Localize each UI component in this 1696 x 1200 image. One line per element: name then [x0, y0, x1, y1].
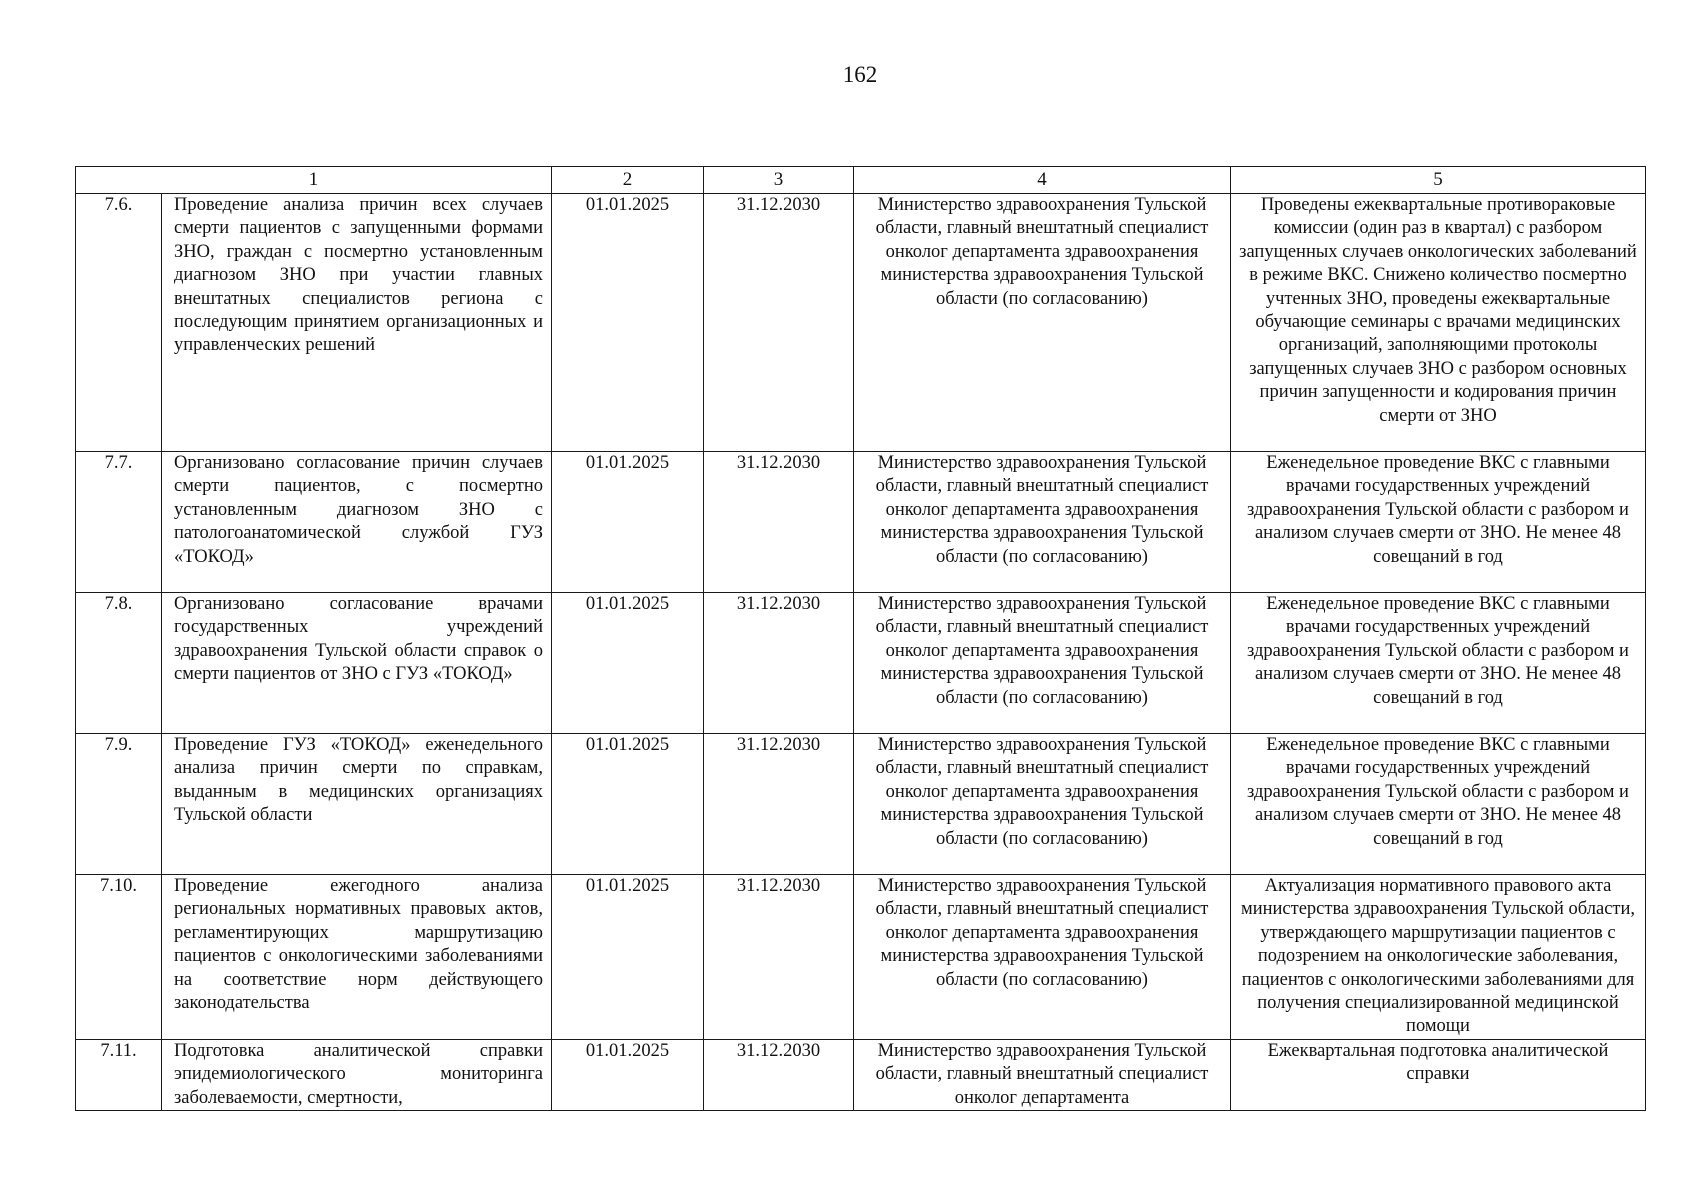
expected-result: Еженедельное проведение ВКС с главными врачами государственных учреждений здравоохранения Тульской области с разбором и анализом случаев смерти от ЗНО. Не менее 48 совещаний в год — [1231, 593, 1646, 734]
start-date: 01.01.2025 — [552, 452, 704, 593]
measure-description: Подготовка аналитической справки эпидемиологического мониторинга заболеваемости, смертности, — [162, 1040, 552, 1111]
header-row — [76, 167, 1646, 194]
row-number: 7.8. — [76, 593, 162, 734]
row-number: 7.6. — [76, 194, 162, 452]
row-number: 7.10. — [76, 875, 162, 1040]
expected-result: Актуализация нормативного правового акта министерства здравоохранения Тульской области, утверждающего маршрутизации пациентов с подозрением на онкологические заболевания, пациентов с онкологическими заболеваниями для получения специализированной медицинской помощи — [1231, 875, 1646, 1040]
end-date: 31.12.2030 — [704, 593, 854, 734]
end-date: 31.12.2030 — [704, 734, 854, 875]
column-header-2: 2 — [552, 167, 704, 194]
table-row — [76, 593, 1646, 734]
start-date: 01.01.2025 — [552, 875, 704, 1040]
column-header-4: 4 — [854, 167, 1231, 194]
start-date: 01.01.2025 — [552, 593, 704, 734]
measure-description: Проведение анализа причин всех случаев смерти пациентов с запущенными формами ЗНО, граждан с посмертно установленным диагнозом ЗНО при участии главных внештатных специалистов региона с последующим принятием организационных и управленческих решений — [162, 194, 552, 452]
start-date: 01.01.2025 — [552, 194, 704, 452]
table-row — [76, 1040, 1646, 1111]
responsible-party: Министерство здравоохранения Тульской области, главный внештатный специалист онколог департамента здравоохранения министерства здравоохранения Тульской области (по согласованию) — [854, 734, 1231, 875]
measure-description: Проведение ежегодного анализа региональных нормативных правовых актов, регламентирующих маршрутизацию пациентов с онкологическими заболеваниями на соответствие норм действующего законодательства — [162, 875, 552, 1040]
measure-description: Организовано согласование причин случаев смерти пациентов, с посмертно установленным диагнозом ЗНО с патологоанатомической службой ГУЗ «ТОКОД» — [162, 452, 552, 593]
expected-result: Еженедельное проведение ВКС с главными врачами государственных учреждений здравоохранения Тульской области с разбором и анализом случаев смерти от ЗНО. Не менее 48 совещаний в год — [1231, 452, 1646, 593]
plan-table — [75, 166, 1646, 1111]
row-number: 7.11. — [76, 1040, 162, 1111]
start-date: 01.01.2025 — [552, 1040, 704, 1111]
responsible-party: Министерство здравоохранения Тульской области, главный внештатный специалист онколог департамента здравоохранения министерства здравоохранения Тульской области (по согласованию) — [854, 452, 1231, 593]
page-number: 162 — [842, 62, 878, 87]
expected-result: Еженедельное проведение ВКС с главными врачами государственных учреждений здравоохранения Тульской области с разбором и анализом случаев смерти от ЗНО. Не менее 48 совещаний в год — [1231, 734, 1646, 875]
measure-description: Проведение ГУЗ «ТОКОД» еженедельного анализа причин смерти по справкам, выданным в медицинских организациях Тульской области — [162, 734, 552, 875]
column-header-1: 1 — [76, 167, 552, 194]
responsible-party: Министерство здравоохранения Тульской области, главный внештатный специалист онколог департамента здравоохранения министерства здравоохранения Тульской области (по согласованию) — [854, 875, 1231, 1040]
column-header-3: 3 — [704, 167, 854, 194]
end-date: 31.12.2030 — [704, 875, 854, 1040]
table-row — [76, 875, 1646, 1040]
responsible-party: Министерство здравоохранения Тульской области, главный внештатный специалист онколог департамента здравоохранения министерства здравоохранения Тульской области (по согласованию) — [854, 194, 1231, 452]
expected-result: Проведены ежеквартальные противораковые комиссии (один раз в квартал) с разбором запущенных случаев онкологических заболеваний в режиме ВКС. Снижено количество посмертно учтенных ЗНО, проведены ежеквартальные обучающие семинары с врачами медицинских организаций, заполняющими протоколы запущенных случаев ЗНО с разбором основных причин запущенности и кодирования причин смерти от ЗНО — [1231, 194, 1646, 452]
expected-result: Ежеквартальная подготовка аналитической справки — [1231, 1040, 1646, 1111]
column-header-5: 5 — [1231, 167, 1646, 194]
responsible-party: Министерство здравоохранения Тульской области, главный внештатный специалист онколог департамента — [854, 1040, 1231, 1111]
end-date: 31.12.2030 — [704, 1040, 854, 1111]
end-date: 31.12.2030 — [704, 194, 854, 452]
measure-description: Организовано согласование врачами государственных учреждений здравоохранения Тульской области справок о смерти пациентов от ЗНО с ГУЗ «ТОКОД» — [162, 593, 552, 734]
table-row — [76, 734, 1646, 875]
table-row — [76, 194, 1646, 452]
row-number: 7.9. — [76, 734, 162, 875]
table-row — [76, 452, 1646, 593]
responsible-party: Министерство здравоохранения Тульской области, главный внештатный специалист онколог департамента здравоохранения министерства здравоохранения Тульской области (по согласованию) — [854, 593, 1231, 734]
row-number: 7.7. — [76, 452, 162, 593]
end-date: 31.12.2030 — [704, 452, 854, 593]
start-date: 01.01.2025 — [552, 734, 704, 875]
